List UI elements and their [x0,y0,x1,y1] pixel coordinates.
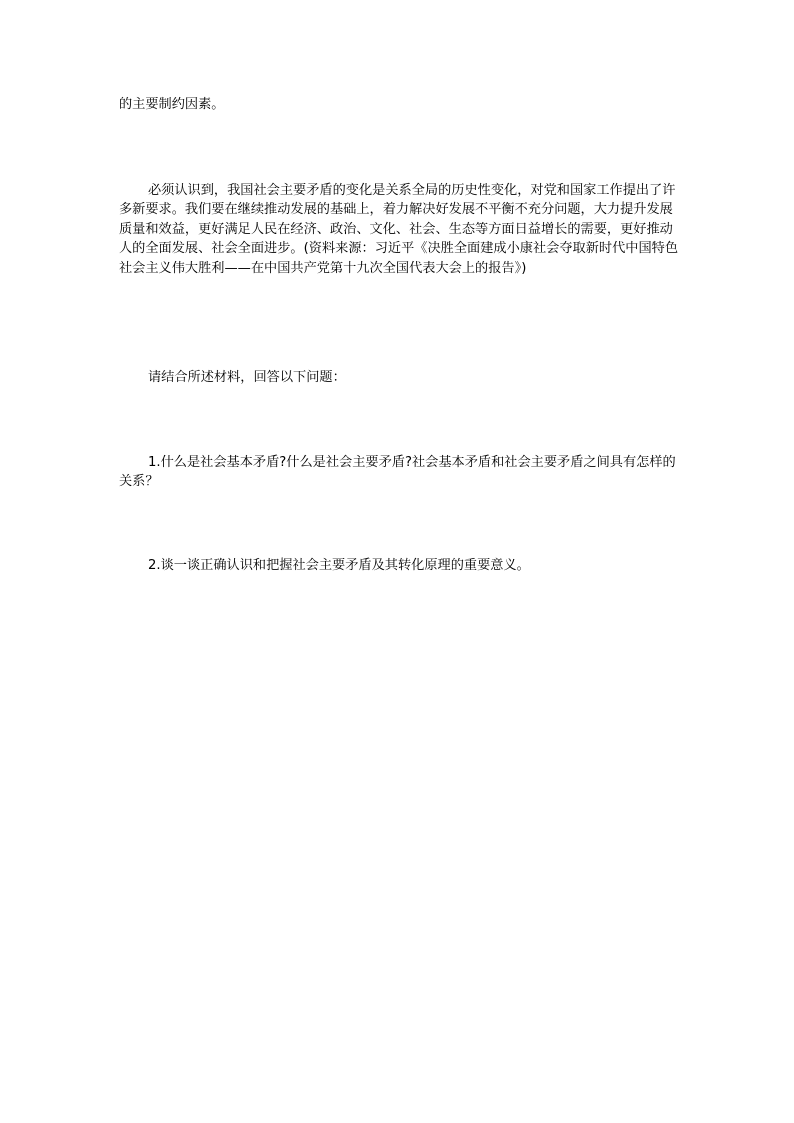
continuation-paragraph: 的主要制约因素。 [119,97,225,112]
question-2: 2.谈一谈正确认识和把握社会主要矛盾及其转化原理的重要意义。 [148,558,530,573]
instruction-paragraph: 请结合所述材料，回答以下问题： [148,370,346,385]
requirement-paragraph: 必须认识到，我国社会主要矛盾的变化是关系全局的历史性变化，对党和国家工作提出了许多新要求。我们要在继续推动发展的基础上，着力解决好发展不平衡不充分问题，大力提升发展质量和效益，更好满足人民在经济、政治、文化、社会、生态等方面日益增长的需要，更好推动人的全面发展、社会全面进步。(资料来源：习近平《决胜全面建成小康社会夺取新时代中国特色社会主义伟大胜利——在中国共产党第十九次全国代表大会上的报告》) [119,183,679,276]
question-1: 1.什么是社会基本矛盾?什么是社会主要矛盾?社会基本矛盾和社会主要矛盾之间具有怎样的关系？ [119,455,676,490]
